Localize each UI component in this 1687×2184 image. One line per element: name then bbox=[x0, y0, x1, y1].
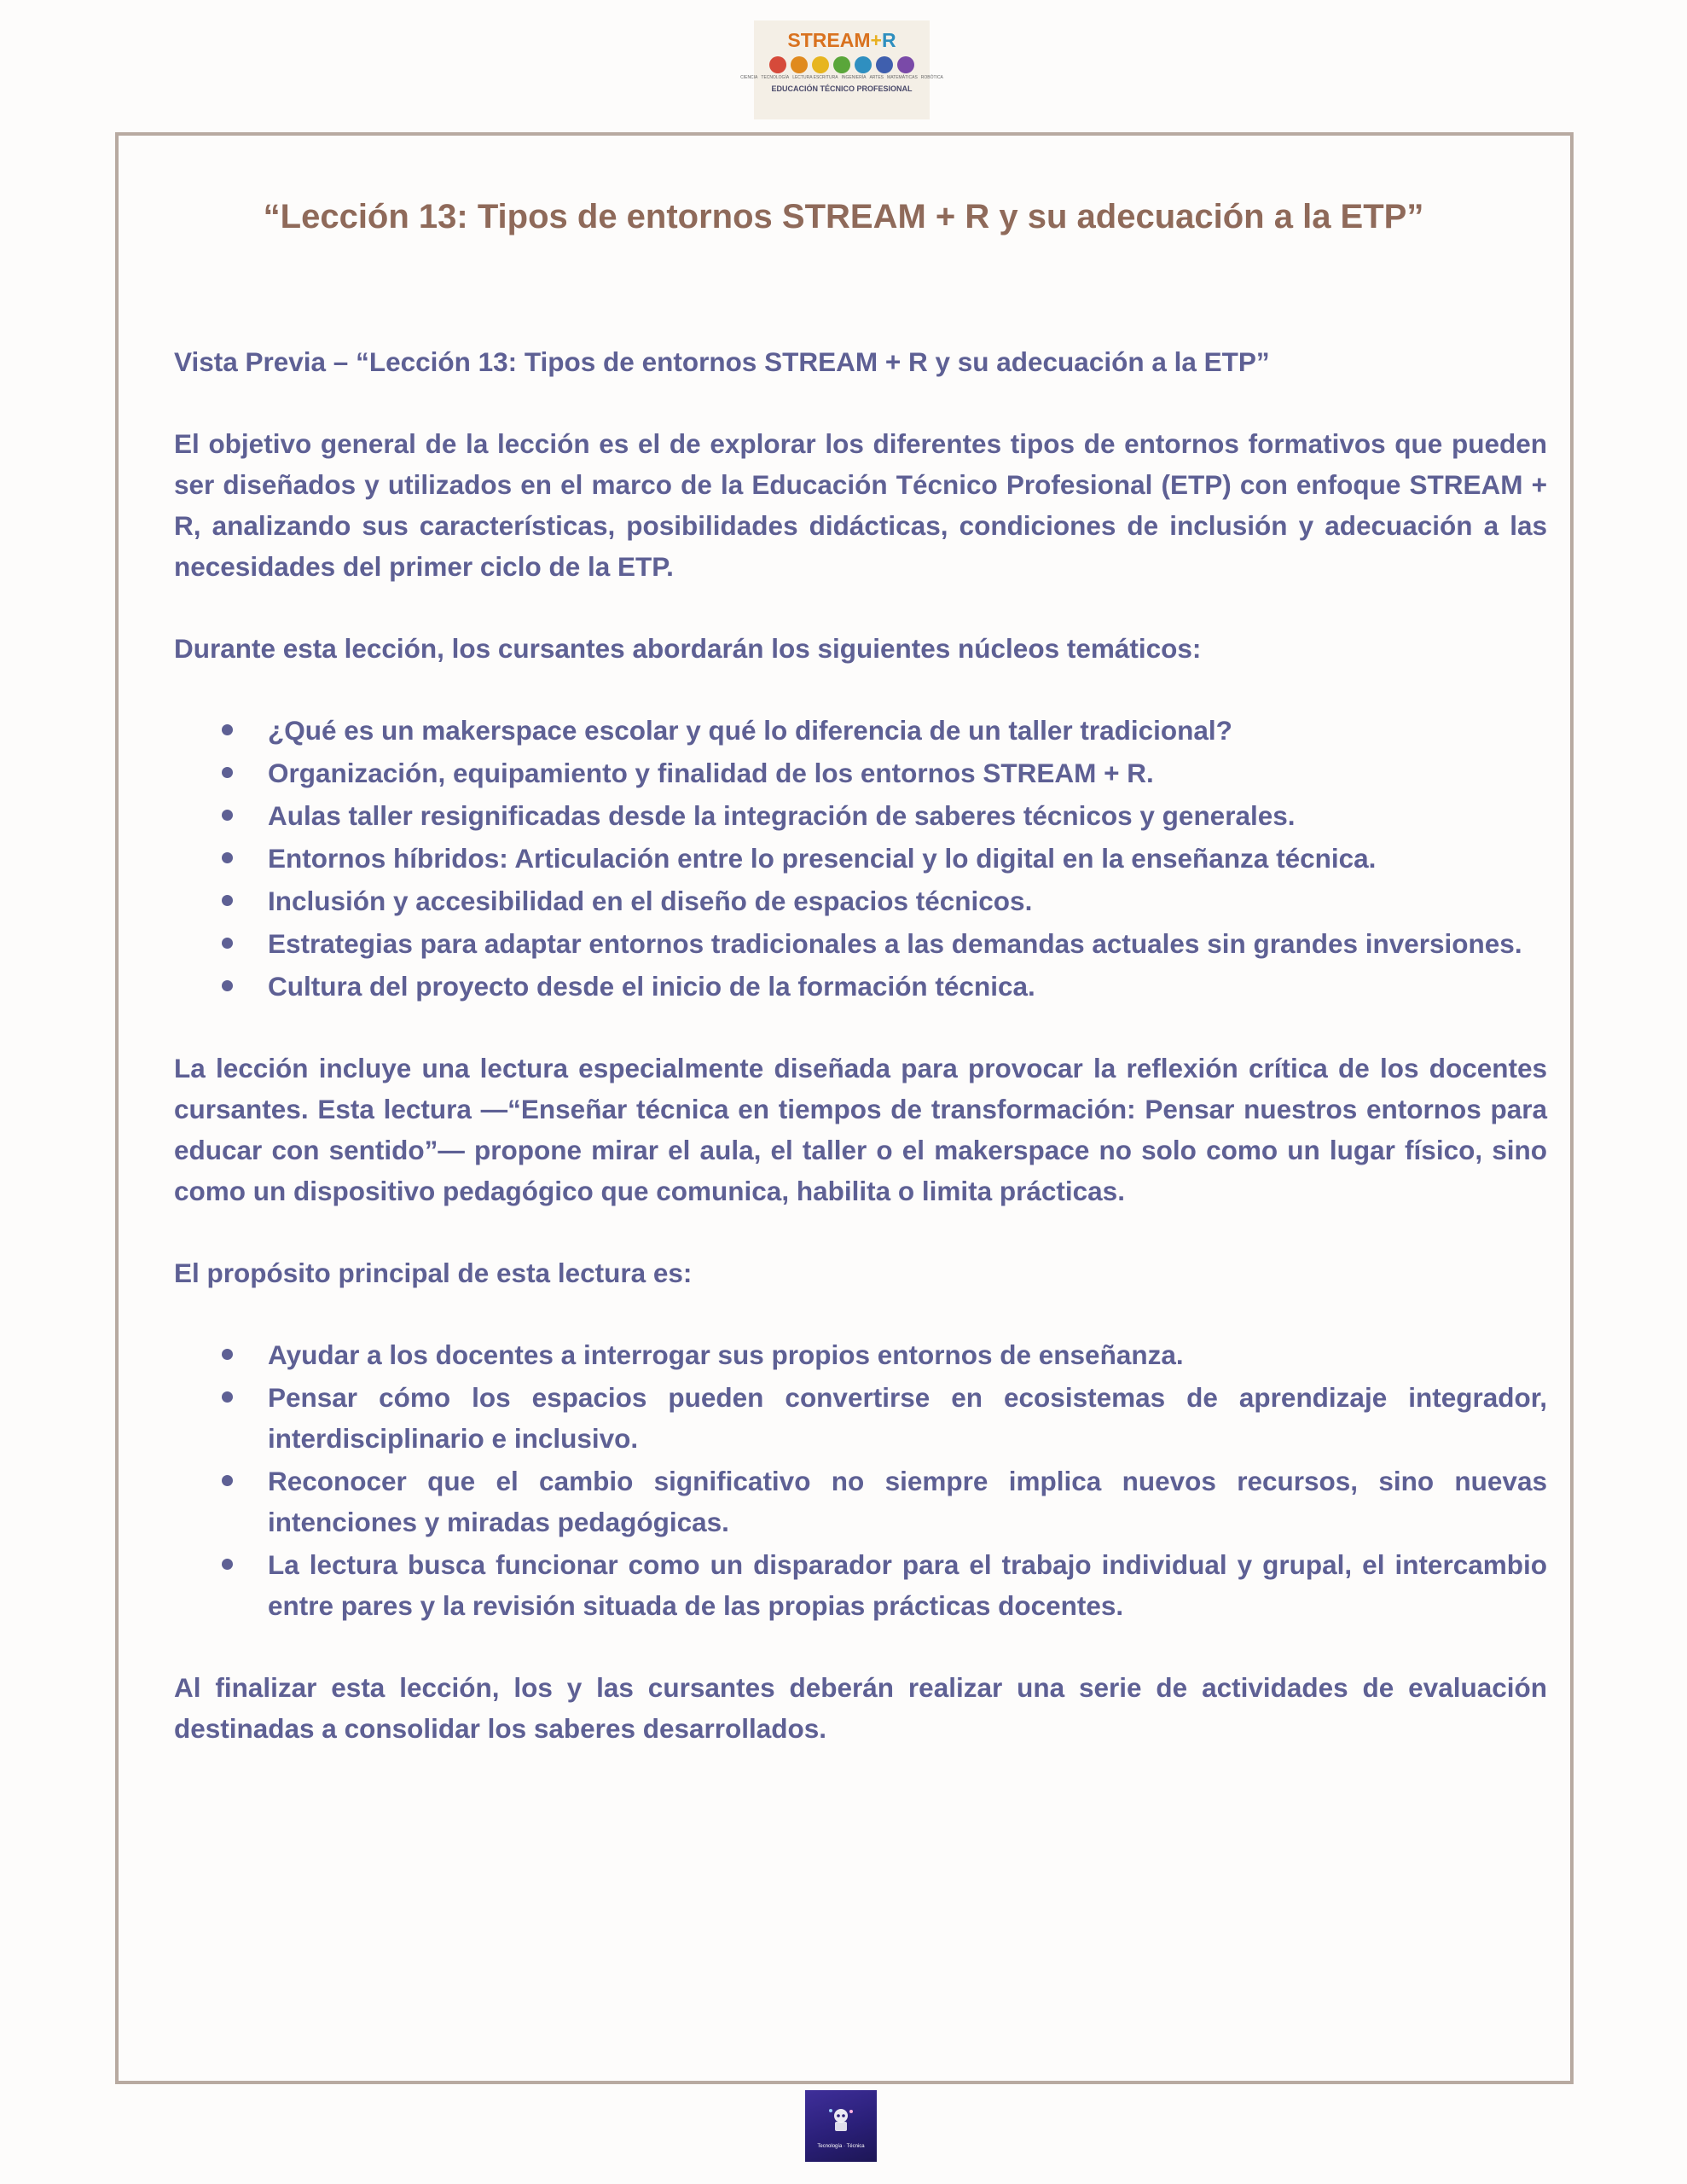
bullet-icon bbox=[222, 1475, 233, 1486]
stream-r-logo bbox=[740, 20, 943, 119]
bullet-icon bbox=[222, 1559, 233, 1570]
robotics-icon bbox=[897, 56, 914, 73]
list-item: Estrategias para adaptar entornos tradicionales a las demandas actuales sin grandes inversiones. bbox=[174, 923, 1547, 964]
bullet-icon bbox=[222, 724, 233, 735]
reading-paragraph: La lección incluye una lectura especialmente diseñada para provocar la reflexión crítica de los docentes cursantes. Esta lectura —“Enseñar técnica en tiempos de transformación: Pensar nuestros entornos para educar con sentido”— propone mirar el aula, el taller o el makerspace no solo como un lugar físico, sino como un dispositivo pedagógico que comunica, habilita o limita prácticas. bbox=[174, 1053, 1547, 1206]
topics-list bbox=[174, 710, 1547, 1007]
lesson-content bbox=[174, 341, 1547, 1790]
logo-icon-labels: CIENCIA TECNOLOGÍA LECTURA ESCRITURA INGENIERÍA ARTES MATEMÁTICAS ROBÓTICA bbox=[740, 75, 943, 80]
preview-heading: Vista Previa – “Lección 13: Tipos de entornos STREAM + R y su adecuación a la ETP” bbox=[174, 346, 1270, 377]
bullet-icon bbox=[222, 895, 233, 906]
bullet-icon bbox=[222, 852, 233, 863]
bullet-icon bbox=[222, 938, 233, 949]
topics-intro: Durante esta lección, los cursantes abordarán los siguientes núcleos temáticos: bbox=[174, 633, 1202, 664]
bullet-icon bbox=[222, 767, 233, 778]
list-item: Entornos híbridos: Articulación entre lo presencial y lo digital en la enseñanza técnica. bbox=[174, 838, 1547, 879]
list-item: La lectura busca funcionar como un disparador para el trabajo individual y grupal, el intercambio entre pares y la revisión situada de las propias prácticas docentes. bbox=[174, 1544, 1547, 1626]
logo-wordmark: STREAM+R bbox=[787, 29, 896, 51]
engineering-icon bbox=[833, 56, 850, 73]
purposes-list bbox=[174, 1334, 1547, 1626]
footer-logo-caption: Tecnología · Técnica bbox=[817, 2144, 865, 2149]
bullet-icon bbox=[222, 1391, 233, 1403]
logo-tagline: EDUCACIÓN TÉCNICO PROFESIONAL bbox=[771, 84, 913, 93]
list-item: Aulas taller resignificadas desde la integración de saberes técnicos y generales. bbox=[174, 795, 1547, 836]
bullet-icon bbox=[222, 980, 233, 991]
list-item: Inclusión y accesibilidad en el diseño de espacios técnicos. bbox=[174, 880, 1547, 921]
objective-paragraph: El objetivo general de la lección es el de explorar los diferentes tipos de entornos formativos que pueden ser diseñados y utilizados en el marco de la Educación Técnico Profesional (ETP) con enfoque STREAM + R, analizando sus características, posibilidades didácticas, condiciones de inclusión y adecuación a las necesidades del primer ciclo de la ETP. bbox=[174, 428, 1547, 582]
list-item: Pensar cómo los espacios pueden convertirse en ecosistemas de aprendizaje integrador, interdisciplinario e inclusivo. bbox=[174, 1377, 1547, 1459]
list-item: Ayudar a los docentes a interrogar sus propios entornos de enseñanza. bbox=[174, 1334, 1547, 1375]
list-item: Cultura del proyecto desde el inicio de la formación técnica. bbox=[174, 966, 1547, 1007]
technology-icon bbox=[791, 56, 808, 73]
page-title: “Lección 13: Tipos de entornos STREAM + R y su adecuación a la ETP” bbox=[263, 198, 1424, 235]
bullet-icon bbox=[222, 1349, 233, 1360]
list-item: ¿Qué es un makerspace escolar y qué lo diferencia de un taller tradicional? bbox=[174, 710, 1547, 751]
list-item: Organización, equipamiento y finalidad de los entornos STREAM + R. bbox=[174, 752, 1547, 793]
logo-discipline-icons bbox=[754, 56, 930, 73]
tecnologia-tecnica-logo bbox=[805, 2090, 877, 2162]
closing-paragraph: Al finalizar esta lección, los y las cursantes deberán realizar una serie de actividades de evaluación destinadas a consolidar los saberes desarrollados. bbox=[174, 1672, 1547, 1744]
math-icon bbox=[876, 56, 893, 73]
list-item: Reconocer que el cambio significativo no siempre implica nuevos recursos, sino nuevas intenciones y miradas pedagógicas. bbox=[174, 1461, 1547, 1542]
science-icon bbox=[769, 56, 786, 73]
bullet-icon bbox=[222, 810, 233, 821]
reading-icon bbox=[812, 56, 829, 73]
purpose-intro: El propósito principal de esta lectura es: bbox=[174, 1258, 693, 1288]
arts-icon bbox=[855, 56, 872, 73]
robot-icon bbox=[826, 2106, 855, 2135]
